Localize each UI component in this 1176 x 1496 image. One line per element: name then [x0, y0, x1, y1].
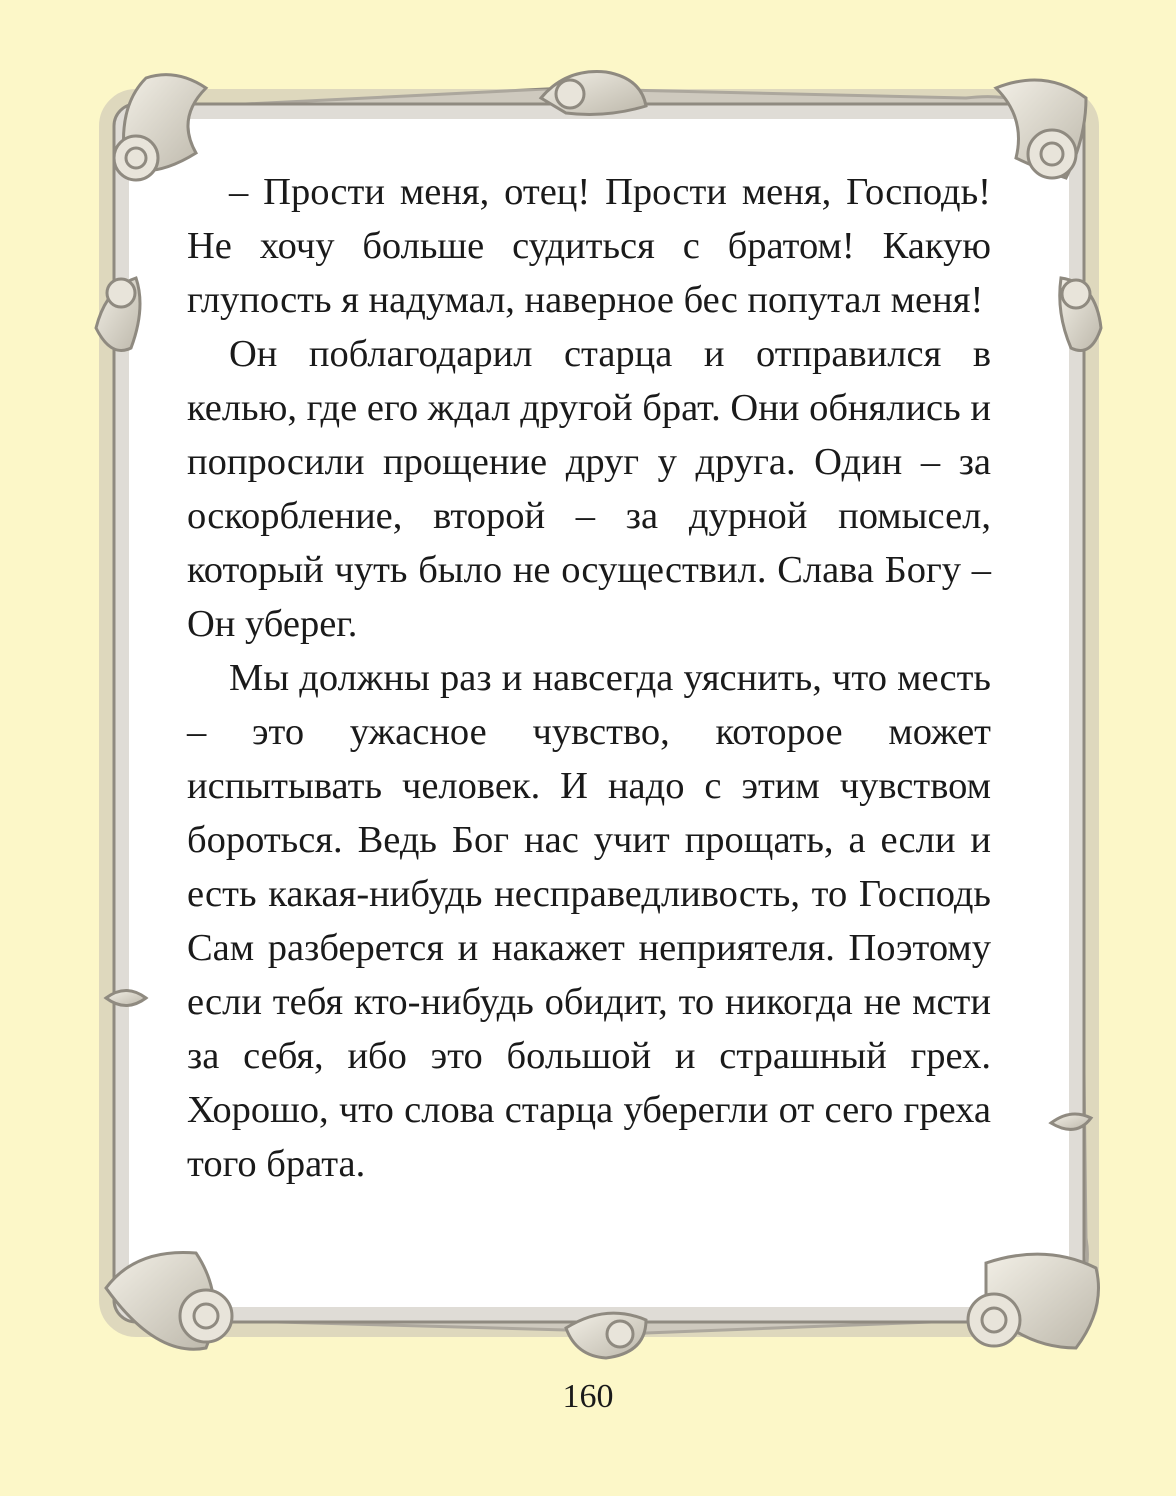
paragraph-1: – Прости меня, отец! Прости меня, Господь! Не хочу больше судиться с братом! Какую глупость я надумал, наверное бес попутал меня! [187, 171, 991, 321]
paragraph-3: Мы должны раз и навсегда уяснить, что месть – это ужасное чувство, которое может испытывать человек. И надо с этим чувством бороться. Ведь Бог нас учит прощать, а если и есть какая-нибудь несправедливость, то Господь Сам разберется и накажет неприятеля. Поэтому если тебя кто-нибудь обидит, то никогда не мсти за себя, ибо это большой и страшный грех. Хорошо, что слова старца уберегли от сего греха того брата. [187, 657, 991, 1185]
page-number: 160 [562, 1378, 614, 1415]
paragraph-2: Он поблагодарил старца и отправился в келью, где его ждал другой брат. Они обнялись и попросили прощение друг у друга. Один – за оскорбление, второй – за дурной помысел, который чуть было не осуществил. Слава Богу – Он уберег. [187, 333, 991, 645]
body-text [187, 165, 991, 1191]
